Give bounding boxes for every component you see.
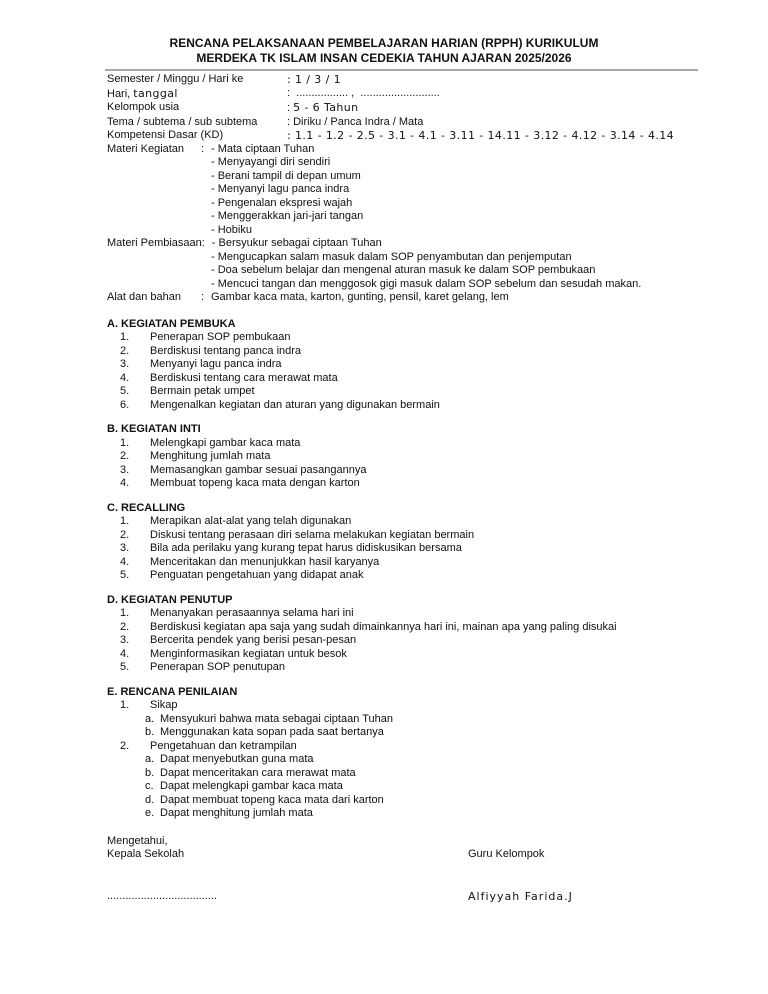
- materi-kegiatan-item: - Menyanyi lagu panca indra: [211, 183, 350, 195]
- info-row-kd: [107, 129, 728, 143]
- section-heading: D. KEGIATAN PENUTUP: [107, 593, 233, 606]
- info-row-semester: [107, 73, 728, 87]
- item-number: 1.: [120, 607, 130, 619]
- info-row-materi-kegiatan-cont: [107, 197, 728, 211]
- info-label-hari-tanggal: [107, 87, 287, 102]
- item-text: Mensyukuri bahwa mata sebagai ciptaan Tuhan: [160, 712, 393, 725]
- info-row-materi-kegiatan-cont: [107, 210, 728, 224]
- colon: :: [201, 237, 208, 249]
- spacer: [107, 675, 728, 686]
- section-rencana-penilaian: [107, 686, 728, 821]
- item-number: 2.: [120, 620, 130, 633]
- item-number: 4.: [120, 371, 130, 384]
- spacer-label: [107, 210, 201, 224]
- list-item: [107, 634, 728, 648]
- spacer: [107, 491, 728, 502]
- materi-kegiatan-item: - Pengenalan ekspresi wajah: [211, 196, 353, 209]
- item-text: Menanyakan perasaannya selama hari ini: [150, 607, 354, 619]
- list-item: [107, 621, 728, 635]
- item-number: 5.: [120, 569, 130, 581]
- list-item: [107, 556, 728, 570]
- spacer: [107, 412, 728, 423]
- list-item: [107, 372, 728, 386]
- item-text: Berdiskusi tentang cara merawat mata: [150, 371, 338, 384]
- list-item: [107, 358, 728, 372]
- materi-pembiasaan-item: - Mengucapkan salam masuk dalam SOP penyambutan dan penjemputan: [211, 250, 572, 263]
- info-label-tema: Tema / subtema / sub subtema: [107, 115, 258, 128]
- item-number: 1.: [120, 436, 130, 449]
- tanggal-label-part: tanggal: [133, 86, 178, 100]
- item-text: Mengenalkan kegiatan dan aturan yang digunakan bermain: [150, 398, 440, 411]
- roles-row: [107, 848, 728, 862]
- item-text: Penguatan pengetahuan yang didapat anak: [150, 569, 364, 581]
- spacer: [107, 583, 728, 594]
- spacer-colon: [201, 278, 211, 292]
- item-number: 2.: [120, 528, 130, 541]
- page-title-line2: MERDEKA TK ISLAM INSAN CEDEKIA TAHUN AJARAN 2025/2026: [196, 51, 572, 65]
- signature-block: [107, 835, 728, 904]
- list-item: [107, 607, 728, 621]
- info-row-materi-pembiasaan-cont: [107, 264, 728, 278]
- info-row-alat-bahan: [107, 291, 728, 305]
- info-label-materi-kegiatan: Materi Kegiatan: [107, 142, 185, 155]
- item-letter: d.: [145, 793, 155, 806]
- item-text: Melengkapi gambar kaca mata: [150, 436, 301, 449]
- section-heading: E. RENCANA PENILAIAN: [107, 685, 238, 698]
- materi-kegiatan-item: - Menyayangi diri sendiri: [211, 156, 331, 168]
- spacer-colon: [201, 224, 211, 238]
- item-number: 2.: [120, 344, 130, 357]
- info-row-materi-pembiasaan: [107, 237, 728, 251]
- kepala-sekolah-label: Kepala Sekolah: [107, 848, 185, 860]
- item-number: 3.: [120, 358, 130, 370]
- kepala-signature-line: ....................................: [107, 889, 218, 902]
- spacer-colon: [201, 197, 211, 211]
- item-number: 2.: [120, 450, 130, 462]
- item-letter: e.: [145, 807, 155, 819]
- list-item: [107, 331, 728, 345]
- materi-kegiatan-item: - Hobiku: [211, 223, 252, 236]
- names-row: [107, 890, 728, 904]
- guru-kelompok-label: Guru Kelompok: [468, 848, 545, 860]
- item-number: 5.: [120, 661, 130, 673]
- item-text: Dapat menghitung jumlah mata: [160, 807, 313, 819]
- materi-kegiatan-item: - Mata ciptaan Tuhan: [211, 142, 315, 155]
- list-item: [107, 740, 728, 754]
- section-kegiatan-penutup: [107, 594, 728, 675]
- item-text: Menyanyi lagu panca indra: [150, 358, 282, 370]
- item-text: Pengetahuan dan ketrampilan: [150, 739, 297, 752]
- item-text: Sikap: [150, 699, 178, 711]
- item-number: 5.: [120, 385, 130, 397]
- item-text: Penerapan SOP pembukaan: [150, 331, 291, 343]
- sub-list-item: [107, 726, 728, 740]
- item-text: Membuat topeng kaca mata dengan karton: [150, 477, 360, 489]
- list-item: [107, 569, 728, 583]
- colon: :: [287, 102, 294, 114]
- list-item: [107, 542, 728, 556]
- spacer-label: [107, 170, 201, 184]
- materi-kegiatan-item: - Menggerakkan jari-jari tangan: [211, 210, 364, 222]
- spacer-colon: [201, 210, 211, 224]
- list-item: [107, 385, 728, 399]
- info-value-alat-bahan: Gambar kaca mata, karton, gunting, pensil, karet gelang, lem: [211, 291, 509, 303]
- materi-pembiasaan-item: - Mencuci tangan dan menggosok gigi masuk dalam SOP sebelum dan sesudah makan.: [211, 277, 642, 290]
- item-number: 1.: [120, 699, 130, 711]
- list-item: [107, 464, 728, 478]
- info-row-kelompok-usia: [107, 101, 728, 116]
- info-row-materi-kegiatan-cont: [107, 183, 728, 197]
- spacer-label: [107, 264, 201, 278]
- item-number: 3.: [120, 634, 130, 646]
- item-text: Dapat menceritakan cara merawat mata: [160, 766, 356, 779]
- sub-list-item: [107, 713, 728, 727]
- info-row-materi-pembiasaan-cont: [107, 278, 728, 292]
- list-item: [107, 399, 728, 413]
- section-heading: C. RECALLING: [107, 501, 186, 514]
- item-number: 3.: [120, 463, 130, 476]
- info-label-alat-bahan: Alat dan bahan: [107, 291, 182, 303]
- sub-list-item: [107, 753, 728, 767]
- item-text: Dapat membuat topeng kaca mata dari karton: [160, 793, 384, 806]
- spacer-label: [107, 224, 201, 238]
- list-item: [107, 477, 728, 491]
- section-recalling: [107, 502, 728, 583]
- info-row-materi-pembiasaan-cont: [107, 251, 728, 265]
- materi-pembiasaan-item: - Doa sebelum belajar dan mengenal aturan masuk ke dalam SOP pembukaan: [211, 264, 596, 276]
- list-item: [107, 450, 728, 464]
- kelompok-usia-value: 5 - 6 Tahun: [293, 101, 359, 114]
- section-heading: B. KEGIATAN INTI: [107, 423, 201, 435]
- info-value-semester: : 1 / 3 / 1: [287, 73, 341, 86]
- item-number: 4.: [120, 477, 130, 489]
- item-letter: b.: [145, 766, 155, 779]
- document-body: [107, 73, 728, 903]
- item-number: 4.: [120, 555, 130, 568]
- item-letter: a.: [145, 753, 155, 765]
- item-letter: a.: [145, 712, 155, 725]
- item-number: 2.: [120, 739, 130, 752]
- section-kegiatan-inti: [107, 423, 728, 491]
- section-heading: A. KEGIATAN PEMBUKA: [107, 317, 236, 330]
- colon: :: [201, 142, 208, 155]
- info-row-materi-kegiatan: [107, 143, 728, 157]
- info-row-hari-tanggal: [107, 87, 728, 102]
- item-text: Diskusi tentang perasaan diri selama melakukan kegiatan bermain: [150, 528, 475, 541]
- item-text: Dapat menyebutkan guna mata: [160, 753, 314, 765]
- item-number: 3.: [120, 542, 130, 554]
- item-text: Dapat melengkapi gambar kaca mata: [160, 780, 343, 792]
- mengetahui-row: [107, 835, 728, 849]
- info-label-kd: Kompetensi Dasar (KD): [107, 129, 224, 141]
- spacer-colon: [201, 251, 211, 265]
- item-letter: b.: [145, 726, 155, 738]
- spacer-colon: [201, 264, 211, 278]
- spacer-label: [107, 156, 201, 170]
- page-title: [0, 0, 768, 66]
- item-number: 1.: [120, 331, 130, 343]
- sub-list-item: [107, 807, 728, 821]
- list-item: [107, 345, 728, 359]
- list-item: [107, 437, 728, 451]
- spacer-label: [107, 183, 201, 197]
- item-text: Penerapan SOP penutupan: [150, 661, 285, 673]
- item-text: Merapikan alat-alat yang telah digunakan: [150, 515, 352, 527]
- page-title-line1: RENCANA PELAKSANAAN PEMBELAJARAN HARIAN (RPPH) KURIKULUM: [169, 36, 599, 50]
- item-number: 6.: [120, 398, 130, 411]
- sub-list-item: [107, 767, 728, 781]
- mengetahui-label: Mengetahui,: [107, 834, 168, 847]
- spacer: [107, 305, 728, 318]
- guru-name: Alfiyyah Farida.J: [468, 889, 573, 903]
- list-item: [107, 529, 728, 543]
- spacer-label: [107, 197, 201, 211]
- item-text: Bila ada perilaku yang kurang tepat harus didiskusikan bersama: [150, 542, 462, 554]
- info-label-semester: Semester / Minggu / Hari ke: [107, 73, 244, 85]
- item-text: Menghitung jumlah mata: [150, 450, 271, 462]
- item-text: Menginformasikan kegiatan untuk besok: [150, 647, 347, 660]
- info-row-materi-kegiatan-cont: [107, 170, 728, 184]
- signature-space: [107, 862, 728, 890]
- info-label-materi-pembiasaan: Materi Pembiasaan: [107, 237, 202, 249]
- item-text: Berdiskusi kegiatan apa saja yang sudah dimainkannya hari ini, mainan apa yang paling disukai: [150, 620, 617, 633]
- item-text: Memasangkan gambar sesuai pasangannya: [150, 463, 367, 476]
- colon: :: [201, 291, 208, 303]
- info-row-tema: [107, 116, 728, 130]
- info-value-kd: : 1.1 - 1.2 - 2.5 - 3.1 - 4.1 - 3.11 - 14.11 - 3.12 - 4.12 - 3.14 - 4.14: [287, 129, 675, 142]
- sub-list-item: [107, 780, 728, 794]
- hari-label-part: Hari,: [107, 87, 134, 100]
- item-number: 4.: [120, 647, 130, 660]
- spacer-colon: [201, 170, 211, 184]
- info-label-kelompok-usia: Kelompok usia: [107, 101, 180, 113]
- list-item: [107, 515, 728, 529]
- info-row-materi-kegiatan-cont: [107, 224, 728, 238]
- spacer-colon: [201, 156, 211, 170]
- item-text: Menggunakan kata sopan pada saat bertanya: [160, 726, 384, 738]
- header-divider: [105, 69, 698, 71]
- list-item: [107, 699, 728, 713]
- spacer-label: [107, 251, 201, 265]
- materi-pembiasaan-item: - Bersyukur sebagai ciptaan Tuhan: [211, 237, 382, 249]
- item-text: Bermain petak umpet: [150, 385, 255, 397]
- item-text: Menceritakan dan menunjukkan hasil karyanya: [150, 555, 380, 568]
- list-item: [107, 648, 728, 662]
- spacer-label: [107, 278, 201, 292]
- sub-list-item: [107, 794, 728, 808]
- item-letter: c.: [145, 780, 154, 792]
- list-item: [107, 661, 728, 675]
- item-text: Berdiskusi tentang panca indra: [150, 344, 302, 357]
- materi-kegiatan-item: - Berani tampil di depan umum: [211, 169, 361, 182]
- item-text: Bercerita pendek yang berisi pesan-pesan: [150, 634, 357, 646]
- section-kegiatan-pembuka: [107, 318, 728, 413]
- info-value-tema: : Diriku / Panca Indra / Mata: [287, 115, 424, 128]
- info-value-hari-tanggal: : ................. , ..........................: [287, 86, 440, 99]
- info-row-materi-kegiatan-cont: [107, 156, 728, 170]
- info-value-kelompok-usia: [287, 101, 359, 116]
- item-number: 1.: [120, 515, 130, 527]
- spacer-colon: [201, 183, 211, 197]
